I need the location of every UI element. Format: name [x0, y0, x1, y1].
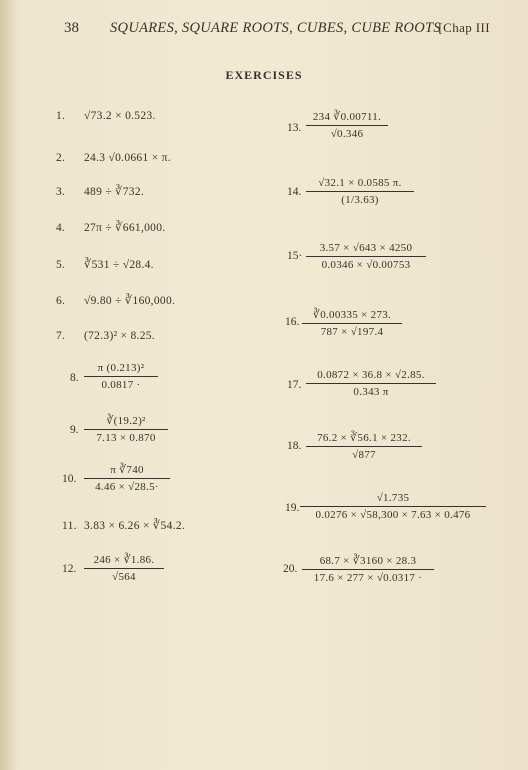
fraction-denominator: 0.0276 × √58,300 × 7.63 × 0.476 — [315, 509, 471, 521]
exercise-1 — [56, 110, 156, 122]
exercise-expression: 24.3 √0.0661 × π. — [84, 152, 171, 164]
exercise-13-fraction — [306, 110, 388, 140]
fraction-numerator: 0.0872 × 36.8 × √2.85. — [317, 369, 425, 381]
exercise-expression: 489 ÷ ∛732. — [84, 186, 145, 198]
exercise-expression: ∛531 ÷ √28.4. — [84, 259, 154, 271]
running-header — [56, 20, 490, 42]
exercise-19-fraction — [300, 492, 486, 521]
exercise-number: 6. — [56, 295, 66, 307]
exercise-expression: √73.2 × 0.523. — [84, 110, 156, 122]
exercise-12-number: 12. — [62, 563, 77, 575]
exercise-17-fraction — [306, 369, 436, 398]
exercise-17-number: 17. — [287, 379, 302, 391]
exercise-18-fraction — [306, 431, 422, 461]
fraction-numerator: 3.57 × √643 × 4250 — [319, 242, 413, 254]
fraction-numerator: ∛0.00335 × 273. — [312, 309, 392, 321]
exercise-15-fraction — [306, 242, 426, 271]
chapter-label: [Chap III — [438, 20, 490, 35]
exercise-8-fraction — [84, 362, 158, 391]
running-title: SQUARES, SQUARE ROOTS, CUBES, CUBE ROOTS — [110, 20, 441, 36]
fraction-denominator: 0.0817 · — [101, 379, 141, 391]
exercise-20-fraction — [302, 554, 434, 584]
fraction-denominator: (1/3.63) — [341, 194, 379, 206]
exercise-9-number: 9. — [70, 424, 79, 436]
exercise-19-number: 19. — [285, 502, 300, 514]
page-binding-shadow — [0, 0, 18, 770]
section-title: EXERCISES — [225, 68, 303, 82]
exercise-number: 5. — [56, 259, 66, 271]
exercise-11 — [62, 518, 185, 532]
fraction-numerator: ∛(19.2)² — [106, 415, 146, 427]
fraction-denominator: 0.343 π — [353, 386, 389, 398]
exercise-4 — [56, 220, 165, 234]
fraction-numerator: π ∛740 — [110, 464, 144, 476]
exercise-15-number: 15· — [287, 250, 303, 262]
exercise-expression: (72.3)² × 8.25. — [84, 330, 155, 342]
fraction-denominator: 17.6 × 277 × √0.0317 · — [313, 572, 423, 584]
exercise-7 — [56, 330, 155, 342]
exercise-3 — [56, 184, 144, 198]
exercise-12-fraction — [84, 553, 164, 583]
fraction-numerator: 76.2 × ∛56.1 × 232. — [317, 432, 411, 444]
fraction-denominator: √564 — [112, 571, 136, 583]
exercise-expression: 27π ÷ ∛661,000. — [84, 222, 166, 234]
exercise-expression: 3.83 × 6.26 × ∛54.2. — [84, 520, 186, 532]
exercise-6 — [56, 293, 175, 307]
page-number: 38 — [64, 20, 79, 36]
exercise-expression: √9.80 ÷ ∛160,000. — [84, 295, 176, 307]
exercise-number: 3. — [56, 186, 66, 198]
exercise-16-fraction — [302, 308, 402, 338]
exercise-13-number: 13. — [287, 122, 302, 134]
fraction-numerator: √1.735 — [376, 492, 410, 504]
exercise-number: 4. — [56, 222, 66, 234]
exercise-14-number: 14. — [287, 186, 302, 198]
fraction-denominator: 7.13 × 0.870 — [96, 432, 156, 444]
exercise-number: 7. — [56, 330, 66, 342]
exercise-number: 11. — [62, 520, 77, 532]
exercise-8-number: 8. — [70, 372, 79, 384]
fraction-denominator: √0.346 — [330, 128, 364, 140]
fraction-numerator: 246 × ∛1.86. — [93, 554, 155, 566]
exercise-9-fraction — [84, 414, 168, 444]
exercise-10-number: 10. — [62, 473, 77, 485]
fraction-denominator: 787 × √197.4 — [320, 326, 384, 338]
fraction-numerator: 234 ∛0.00711. — [312, 111, 382, 123]
fraction-denominator: 0.0346 × √0.00753 — [321, 259, 411, 271]
exercise-18-number: 18. — [287, 440, 302, 452]
exercise-16-number: 16. — [285, 316, 300, 328]
fraction-denominator: √877 — [352, 449, 376, 461]
exercise-number: 2. — [56, 152, 66, 164]
exercise-number: 1. — [56, 110, 66, 122]
fraction-numerator: √32.1 × 0.0585 π. — [318, 177, 402, 189]
exercise-2 — [56, 152, 171, 164]
exercise-5 — [56, 257, 154, 271]
exercise-20-number: 20. — [283, 563, 298, 575]
fraction-numerator: 68.7 × ∛3160 × 28.3 — [319, 555, 417, 567]
exercise-10-fraction — [84, 463, 170, 493]
fraction-numerator: π (0.213)² — [97, 362, 145, 374]
exercise-14-fraction — [306, 177, 414, 206]
fraction-denominator: 4.46 × √28.5· — [95, 481, 159, 493]
